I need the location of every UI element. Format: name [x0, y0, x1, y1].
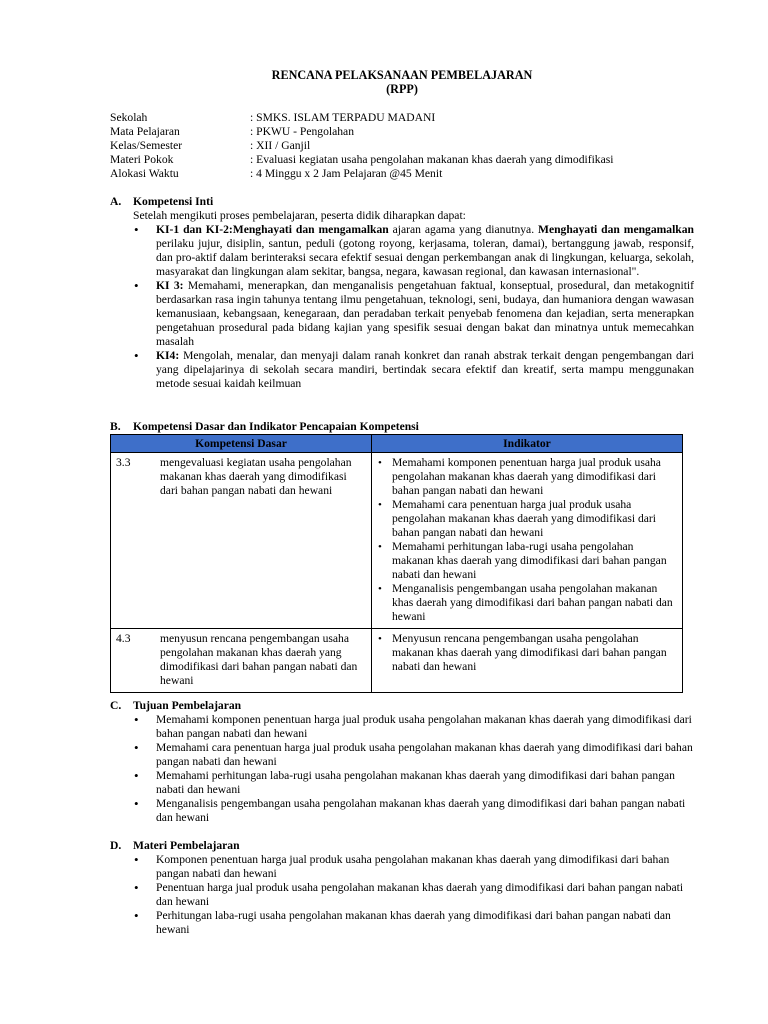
- list-item: • Perhitungan laba-rugi usaha pengolahan makanan khas daerah yang dimodifikasi dari bahan pangan nabati dan hewani: [110, 909, 694, 937]
- kd-table: [110, 434, 683, 693]
- section-title: Kompetensi Inti: [133, 195, 214, 208]
- ki-label: KI 3:: [156, 279, 184, 292]
- indikator-list: [372, 632, 682, 674]
- list-item: • Memahami perhitungan laba-rugi usaha pengolahan makanan khas daerah yang dimodifikasi dari bahan pangan nabati dan hewani: [110, 769, 694, 797]
- ki-label: KI-1 dan KI-2:Menghayati dan mengamalkan: [156, 223, 389, 236]
- kd-number: 3.3: [116, 456, 131, 469]
- section-letter: B.: [110, 420, 121, 433]
- indikator-item: • Menganalisis pengembangan usaha pengolahan makanan khas daerah yang dimodifikasi dari bahan pangan nabati dan hewani: [372, 582, 682, 624]
- indikator-list: [372, 456, 682, 624]
- section-c-heading: [110, 699, 694, 713]
- identity-row: [110, 153, 710, 167]
- title-sub: (RPP): [386, 82, 418, 96]
- ki-text: perilaku jujur, disiplin, santun, peduli (gotong royong, kerjasama, toleran, damai), bertanggung jawab, responsif, dan pro-aktif dalam berinteraksi secara efektif sesuai dengan perkembangan anak di lingkungan, keluarga, sekolah, masyarakat dan lingkungan alam sekitar, bangsa, negara, kawasan regional, dan kawasan internasional".: [156, 237, 694, 278]
- section-letter: A.: [110, 195, 122, 208]
- section-title: Materi Pembelajaran: [133, 839, 240, 852]
- table-header-row: [111, 435, 683, 453]
- column-header: Indikator: [372, 435, 683, 453]
- section-b: [110, 420, 710, 693]
- indikator-item: • Memahami perhitungan laba-rugi usaha pengolahan makanan khas daerah yang dimodifikasi dari bahan pangan nabati dan hewani: [372, 540, 682, 582]
- ki-item: [110, 279, 694, 349]
- section-letter: C.: [110, 699, 122, 712]
- section-b-heading: [110, 420, 710, 434]
- column-header: Kompetensi Dasar: [111, 435, 372, 453]
- identity-label: Materi Pokok: [110, 153, 174, 166]
- identity-row: [110, 139, 710, 153]
- section-c: [110, 699, 694, 825]
- ki-text: Mengolah, menalar, dan menyaji dalam ranah konkret dan ranah abstrak terkait dengan pengembangan dari yang dipelajarinya di sekolah secara mandiri, bertindak secara efektif dan kreatif, serta mampu menggunakan metode sesuai kaidah keilmuan: [156, 349, 694, 390]
- tujuan-list: [110, 713, 694, 825]
- identity-block: [110, 111, 710, 181]
- identity-value: : PKWU - Pengolahan: [250, 125, 355, 138]
- indikator-item: • Memahami komponen penentuan harga jual produk usaha pengolahan makanan khas daerah yang dimodifikasi dari bahan pangan nabati dan hewani: [372, 456, 682, 498]
- list-item: • Penentuan harga jual produk usaha pengolahan makanan khas daerah yang dimodifikasi dari bahan pangan nabati dan hewani: [110, 881, 694, 909]
- indikator-cell: [372, 629, 683, 693]
- ki-item: [110, 349, 694, 391]
- kd-text: mengevaluasi kegiatan usaha pengolahan makanan khas daerah yang dimodifikasi dari bahan pangan nabati dan hewani: [160, 456, 352, 497]
- identity-value: : 4 Minggu x 2 Jam Pelajaran @45 Menit: [250, 167, 443, 180]
- section-title: Tujuan Pembelajaran: [133, 699, 242, 712]
- identity-row: [110, 125, 710, 139]
- identity-label: Alokasi Waktu: [110, 167, 179, 180]
- section-a: [110, 195, 694, 391]
- table-row: [111, 453, 683, 629]
- ki-text: ajaran agama yang dianutnya.: [388, 223, 539, 236]
- identity-label: Kelas/Semester: [110, 139, 183, 152]
- ki-list: [110, 223, 694, 391]
- identity-value: : Evaluasi kegiatan usaha pengolahan makanan khas daerah yang dimodifikasi: [250, 153, 614, 166]
- identity-value: : XII / Ganjil: [250, 139, 311, 152]
- ki-emphasis: Menghayati dan mengamalkan: [538, 223, 694, 236]
- table-row: [111, 629, 683, 693]
- ki-label: KI4:: [156, 349, 180, 362]
- ki-text: Memahami, menerapkan, dan menganalisis pengetahuan faktual, konseptual, prosedural, dan metakognitif berdasarkan rasa ingin tahunya tentang ilmu pengetahuan, teknologi, seni, budaya, dan humaniora dengan wawasan kemanusiaan, kebangsaan, kenegaraan, dan peradaban terkait penyebab fenomena dan kejadian, serta menerapkan pengetahuan prosedural pada bidang kajian yang spesifik sesuai dengan bakat dan minatnya untuk memecahkan masalah: [156, 279, 694, 348]
- indikator-item: • Memahami cara penentuan harga jual produk usaha pengolahan makanan khas daerah yang dimodifikasi dari bahan pangan nabati dan hewani: [372, 498, 682, 540]
- identity-row: [110, 167, 710, 181]
- identity-value: : SMKS. ISLAM TERPADU MADANI: [250, 111, 436, 124]
- title-main: RENCANA PELAKSANAAN PEMBELAJARAN: [271, 68, 533, 82]
- indikator-cell: [372, 453, 683, 629]
- ki-item: [110, 223, 694, 279]
- indikator-item: • Menyusun rencana pengembangan usaha pengolahan makanan khas daerah yang dimodifikasi dari bahan pangan nabati dan hewani: [372, 632, 682, 674]
- section-letter: D.: [110, 839, 122, 852]
- section-d: [110, 839, 694, 937]
- section-d-heading: [110, 839, 694, 853]
- list-item: • Memahami komponen penentuan harga jual produk usaha pengolahan makanan khas daerah yang dimodifikasi dari bahan pangan nabati dan hewani: [110, 713, 694, 741]
- document-title: [0, 68, 768, 96]
- list-item: • Memahami cara penentuan harga jual produk usaha pengolahan makanan khas daerah yang dimodifikasi dari bahan pangan nabati dan hewani: [110, 741, 694, 769]
- section-a-heading: [110, 195, 694, 209]
- section-title: Kompetensi Dasar dan Indikator Pencapaian Kompetensi: [133, 420, 419, 433]
- kd-number: 4.3: [116, 632, 131, 645]
- kd-cell: [111, 453, 372, 629]
- identity-row: [110, 111, 710, 125]
- section-a-intro: Setelah mengikuti proses pembelajaran, peserta didik diharapkan dapat:: [133, 209, 466, 222]
- materi-list: [110, 853, 694, 937]
- kd-cell: [111, 629, 372, 693]
- list-item: • Komponen penentuan harga jual produk usaha pengolahan makanan khas daerah yang dimodifikasi dari bahan pangan nabati dan hewani: [110, 853, 694, 881]
- identity-label: Sekolah: [110, 111, 148, 124]
- kd-text: menyusun rencana pengembangan usaha pengolahan makanan khas daerah yang dimodifikasi dari bahan pangan nabati dan hewani: [160, 632, 358, 687]
- list-item: • Menganalisis pengembangan usaha pengolahan makanan khas daerah yang dimodifikasi dari bahan pangan nabati dan hewani: [110, 797, 694, 825]
- identity-label: Mata Pelajaran: [110, 125, 180, 138]
